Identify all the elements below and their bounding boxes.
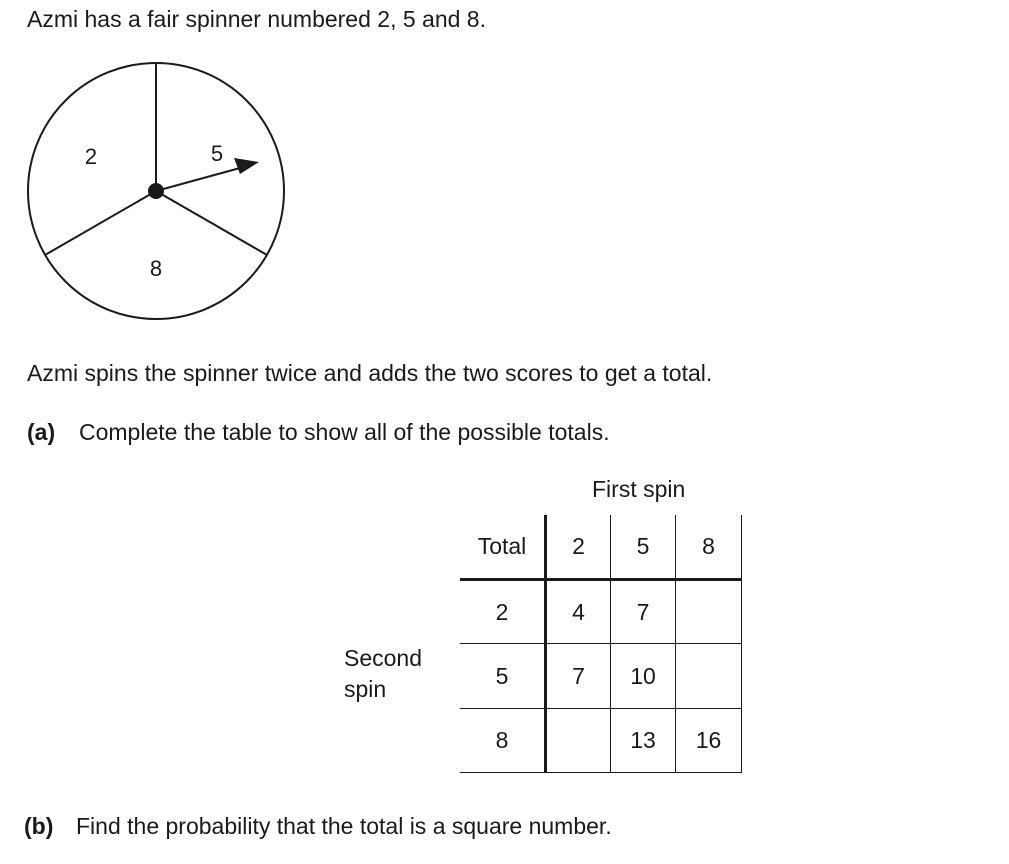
spinner-label-5: 5	[210, 141, 224, 166]
spinner-divider-right	[156, 191, 267, 255]
part-b-label: (b)	[24, 813, 54, 839]
spin-text: Azmi spins the spinner twice and adds the two scores to get a total.	[27, 360, 713, 386]
table-column-header: 5	[636, 533, 650, 559]
second-spin-label-line1: Second	[344, 645, 423, 671]
table-row-header: 2	[495, 598, 509, 625]
second-spin-label-line2: spin	[344, 676, 387, 702]
spinner-arrow-shaft	[156, 168, 240, 191]
part-b-question	[24, 813, 612, 840]
part-a-question	[27, 419, 610, 446]
spinner-label-2: 2	[84, 144, 98, 169]
table-row-header: 8	[495, 727, 509, 753]
part-a-text: Complete the table to show all of the possible totals.	[79, 419, 610, 445]
table-cell-blank[interactable]	[547, 709, 610, 772]
spinner-divider-left	[45, 191, 156, 255]
table-horizontal-line	[460, 772, 742, 773]
table-row-header: 5	[495, 662, 509, 689]
part-a-label: (a)	[27, 419, 56, 445]
table-cell: 13	[630, 727, 656, 753]
table-cell: 16	[695, 727, 722, 753]
table-cell: 4	[572, 598, 585, 625]
table-cell: 7	[636, 598, 650, 625]
intro-text: Azmi has a fair spinner numbered 2, 5 and 8.	[27, 6, 486, 32]
spinner-arrow-head	[234, 158, 259, 174]
table-corner-total: Total	[477, 533, 527, 559]
spinner-label-8: 8	[149, 256, 163, 281]
spinner-diagram	[20, 56, 300, 328]
table-cell-blank[interactable]	[676, 581, 741, 643]
first-spin-label: First spin	[592, 476, 686, 502]
table-vertical-line	[741, 515, 742, 773]
spinner-pivot	[148, 183, 164, 199]
table-column-header: 8	[702, 533, 715, 559]
table-column-header: 2	[572, 533, 585, 559]
table-cell: 7	[572, 662, 585, 689]
table-cell: 10	[630, 662, 656, 689]
part-b-text: Find the probability that the total is a square number.	[76, 813, 612, 839]
table-cell-blank[interactable]	[676, 644, 741, 708]
